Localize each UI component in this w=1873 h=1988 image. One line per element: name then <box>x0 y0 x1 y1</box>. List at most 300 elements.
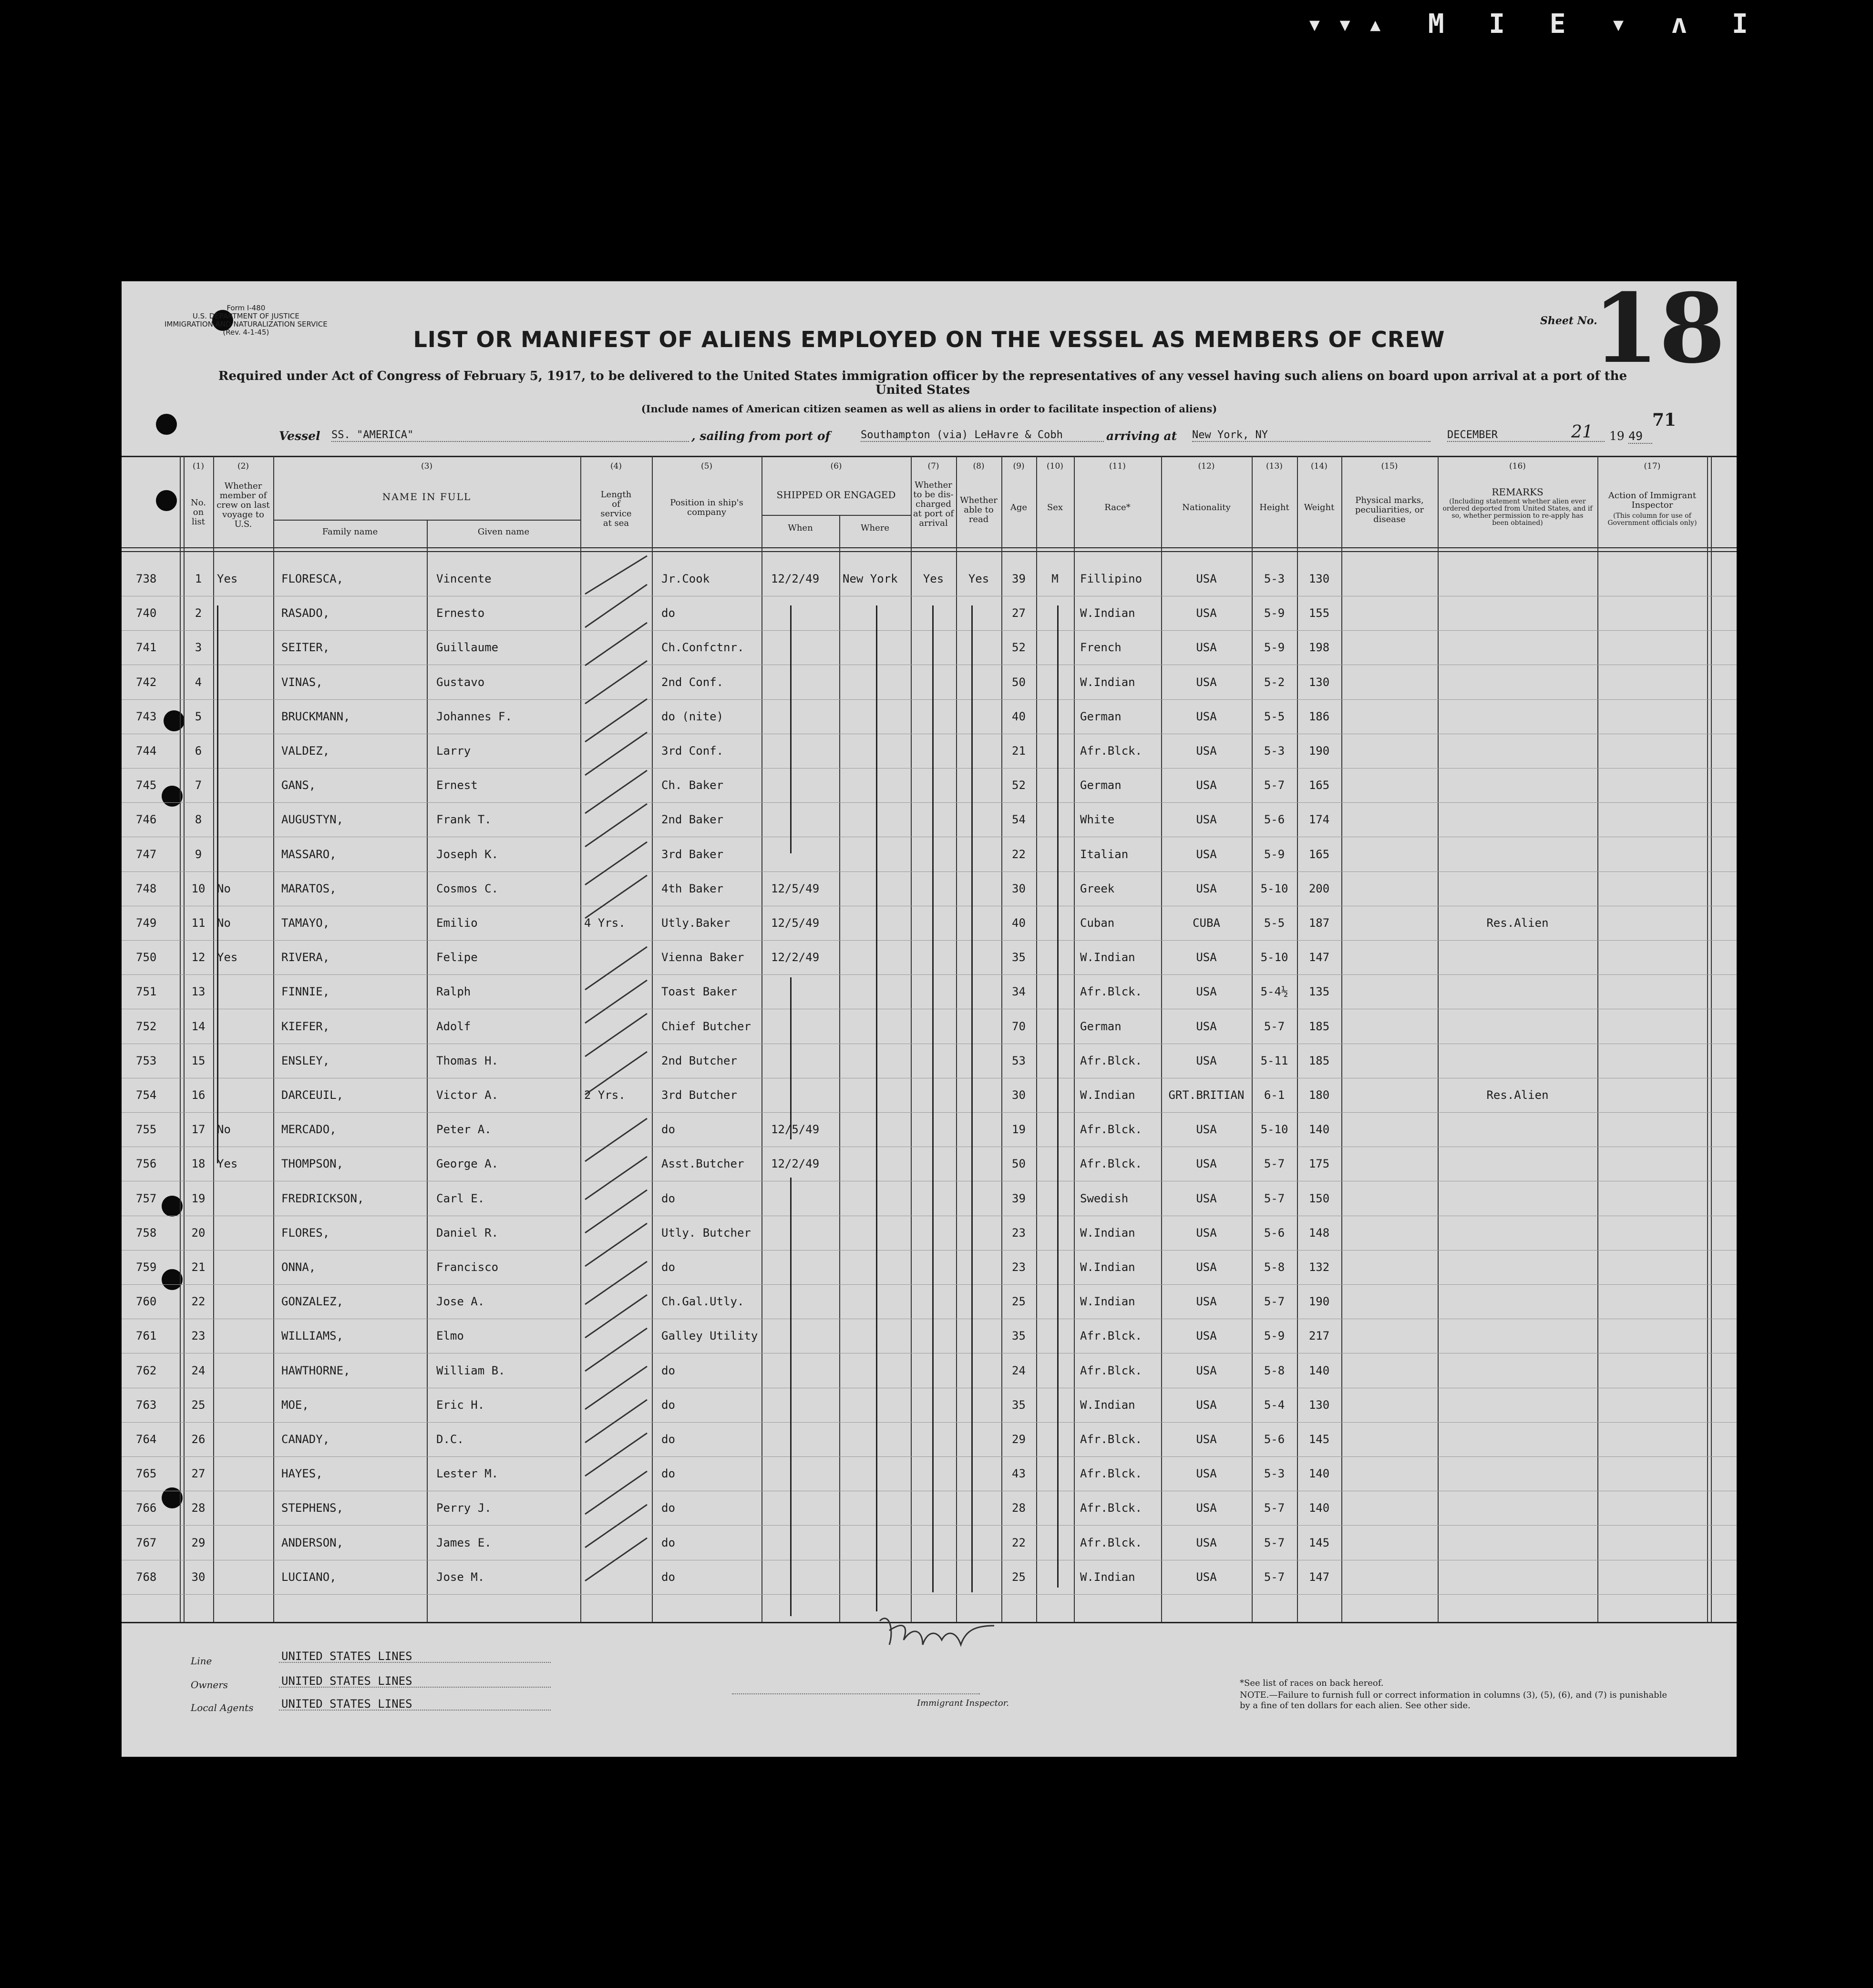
cell-position: do <box>661 1192 675 1205</box>
table-row <box>122 1398 1737 1433</box>
cell-remarks: Res.Alien <box>1486 916 1549 930</box>
cell-last-voyage: Yes <box>217 572 238 585</box>
cell-weight: 200 <box>1308 882 1330 895</box>
col-num-8: (8) <box>973 461 985 471</box>
cell-race: Afr.Blck. <box>1080 1157 1142 1170</box>
cell-height: 5-7 <box>1264 1020 1285 1033</box>
cell-weight: 165 <box>1308 779 1330 792</box>
cell-nationality: USA <box>1196 1433 1217 1446</box>
cell-height: 5-5 <box>1264 710 1285 723</box>
cell-no: 12 <box>191 951 206 964</box>
cell-position: do <box>661 1570 675 1584</box>
cell-height: 5-7 <box>1264 1501 1285 1515</box>
cell-weight: 147 <box>1308 1570 1330 1584</box>
margin-line-number: 759 <box>136 1260 157 1274</box>
cell-given-name: Peter A. <box>436 1123 492 1136</box>
cell-family-name: FREDRICKSON, <box>281 1192 364 1205</box>
cell-given-name: Gustavo <box>436 676 485 689</box>
cell-age: 54 <box>1012 813 1026 826</box>
table-row <box>122 606 1737 641</box>
cell-position: do <box>661 1123 675 1136</box>
margin-line-number: 768 <box>136 1570 157 1584</box>
cell-weight: 155 <box>1308 606 1330 620</box>
cell-height: 5-9 <box>1264 641 1285 654</box>
cell-race: Swedish <box>1080 1192 1129 1205</box>
cell-position: do <box>661 1536 675 1549</box>
cell-family-name: MOE, <box>281 1398 309 1412</box>
cell-when: 12/2/49 <box>771 951 820 964</box>
cell-no: 3 <box>195 641 202 654</box>
cell-position: Ch.Gal.Utly. <box>661 1295 744 1308</box>
cell-race: Afr.Blck. <box>1080 744 1142 758</box>
cell-when: 12/5/49 <box>771 882 820 895</box>
cell-when: 12/2/49 <box>771 572 820 585</box>
cell-service: 2 Yrs. <box>584 1088 626 1102</box>
cell-age: 30 <box>1012 882 1026 895</box>
ditto-line <box>790 605 792 853</box>
cell-no: 17 <box>191 1123 206 1136</box>
cell-given-name: Daniel R. <box>436 1226 499 1240</box>
table-row <box>122 916 1737 951</box>
cell-height: 5-2 <box>1264 676 1285 689</box>
cell-given-name: Joseph K. <box>436 848 499 861</box>
service-check-strokes <box>580 551 652 1622</box>
cell-family-name: VINAS, <box>281 676 323 689</box>
cell-height: 5-10 <box>1260 882 1288 895</box>
cell-when: 12/5/49 <box>771 1123 820 1136</box>
year-suffix: 49 <box>1628 429 1652 444</box>
cell-age: 22 <box>1012 848 1026 861</box>
inspector-signature <box>875 1602 999 1659</box>
cell-race: Afr.Blck. <box>1080 1467 1142 1480</box>
include-note: (Include names of American citizen seamen as well as aliens in order to facilitate inspection of aliens) <box>641 403 1217 415</box>
header-name-in-full: NAME IN FULL <box>382 491 472 502</box>
cell-height: 5-7 <box>1264 1570 1285 1584</box>
cell-age: 40 <box>1012 710 1026 723</box>
cell-last-voyage: No <box>217 882 231 895</box>
col-num-9: (9) <box>1013 461 1025 471</box>
cell-nationality: USA <box>1196 572 1217 585</box>
cell-no: 11 <box>191 916 206 930</box>
cell-service: 4 Yrs. <box>584 916 626 930</box>
cell-race: German <box>1080 710 1122 723</box>
cell-weight: 135 <box>1308 985 1330 998</box>
cell-nationality: USA <box>1196 951 1217 964</box>
cell-weight: 145 <box>1308 1536 1330 1549</box>
manifest-sheet <box>122 281 1737 1757</box>
cell-given-name: Frank T. <box>436 813 492 826</box>
cell-remarks: Res.Alien <box>1486 1088 1549 1102</box>
cell-weight: 165 <box>1308 848 1330 861</box>
cell-height: 5-3 <box>1264 1467 1285 1480</box>
table-row <box>122 1054 1737 1088</box>
ditto-line <box>790 977 792 1139</box>
margin-line-number: 745 <box>136 779 157 792</box>
cell-given-name: D.C. <box>436 1433 464 1446</box>
cell-weight: 198 <box>1308 641 1330 654</box>
cell-race: W.Indian <box>1080 1260 1135 1274</box>
col-num-11: (11) <box>1109 461 1126 471</box>
table-row <box>122 779 1737 813</box>
cell-position: Galley Utility <box>661 1329 758 1342</box>
margin-line-number: 746 <box>136 813 157 826</box>
table-row <box>122 813 1737 847</box>
header-length-of-service: Length of service at sea <box>600 490 632 528</box>
cell-no: 29 <box>191 1536 206 1549</box>
cell-age: 29 <box>1012 1433 1026 1446</box>
cell-age: 24 <box>1012 1364 1026 1377</box>
page-title: LIST OR MANIFEST OF ALIENS EMPLOYED ON THE VESSEL AS MEMBERS OF CREW <box>413 327 1445 352</box>
cell-age: 35 <box>1012 951 1026 964</box>
cell-no: 14 <box>191 1020 206 1033</box>
cell-position: do (nite) <box>661 710 724 723</box>
header-nationality: Nationality <box>1182 502 1231 512</box>
cell-nationality: USA <box>1196 1192 1217 1205</box>
cell-family-name: ONNA, <box>281 1260 316 1274</box>
cell-no: 15 <box>191 1054 206 1067</box>
col-num-13: (13) <box>1266 461 1283 471</box>
table-row <box>122 985 1737 1019</box>
cell-position: 3rd Conf. <box>661 744 724 758</box>
cell-weight: 147 <box>1308 951 1330 964</box>
cell-age: 53 <box>1012 1054 1026 1067</box>
page-stamp: 71 <box>1652 410 1677 430</box>
cell-position: Vienna Baker <box>661 951 744 964</box>
cell-weight: 150 <box>1308 1192 1330 1205</box>
cell-age: 40 <box>1012 916 1026 930</box>
header-age: Age <box>1010 502 1028 512</box>
cell-when: 12/2/49 <box>771 1157 820 1170</box>
cell-race: Afr.Blck. <box>1080 1054 1142 1067</box>
cell-given-name: Larry <box>436 744 471 758</box>
footer-line-value: UNITED STATES LINES <box>281 1650 412 1663</box>
cell-given-name: Felipe <box>436 951 478 964</box>
cell-nationality: USA <box>1196 779 1217 792</box>
cell-last-voyage: Yes <box>217 951 238 964</box>
cell-age: 28 <box>1012 1501 1026 1515</box>
cell-position: 2nd Baker <box>661 813 724 826</box>
cell-weight: 132 <box>1308 1260 1330 1274</box>
cell-nationality: USA <box>1196 1295 1217 1308</box>
cell-weight: 186 <box>1308 710 1330 723</box>
margin-line-number: 748 <box>136 882 157 895</box>
cell-no: 5 <box>195 710 202 723</box>
cell-family-name: HAWTHORNE, <box>281 1364 350 1377</box>
cell-position: Asst.Butcher <box>661 1157 744 1170</box>
table-row <box>122 1123 1737 1157</box>
cell-race: Cuban <box>1080 916 1115 930</box>
cell-last-voyage: Yes <box>217 1157 238 1170</box>
cell-family-name: ANDERSON, <box>281 1536 344 1549</box>
cell-given-name: Eric H. <box>436 1398 485 1412</box>
cell-position: Ch. Baker <box>661 779 724 792</box>
cell-nationality: USA <box>1196 1364 1217 1377</box>
ditto-line <box>217 605 218 1163</box>
col-num-1: (1) <box>192 461 205 471</box>
cell-family-name: BRUCKMANN, <box>281 710 350 723</box>
cell-age: 23 <box>1012 1260 1026 1274</box>
inspector-label: Immigrant Inspector. <box>917 1698 1009 1708</box>
cell-family-name: THOMPSON, <box>281 1157 344 1170</box>
sheet-number: 18 <box>1593 281 1726 385</box>
cell-height: 5-6 <box>1264 813 1285 826</box>
col-num-2: (2) <box>237 461 249 471</box>
cell-race: W.Indian <box>1080 951 1135 964</box>
cell-no: 24 <box>191 1364 206 1377</box>
margin-line-number: 757 <box>136 1192 157 1205</box>
cell-race: W.Indian <box>1080 1398 1135 1412</box>
header-inspector-note: (This column for use of Government officials only) <box>1607 512 1697 527</box>
header-when: When <box>788 523 813 533</box>
footer-owners-label: Owners <box>191 1679 228 1691</box>
cell-no: 4 <box>195 676 202 689</box>
shipped-subheader-rule <box>762 515 911 516</box>
cell-given-name: Johannes F. <box>436 710 512 723</box>
cell-family-name: HAYES, <box>281 1467 323 1480</box>
header-weight: Weight <box>1304 502 1335 512</box>
cell-position: Ch.Confctnr. <box>661 641 744 654</box>
cell-position: 3rd Baker <box>661 848 724 861</box>
cell-given-name: Vincente <box>436 572 492 585</box>
cell-nationality: USA <box>1196 1123 1217 1136</box>
check-stroke-group <box>585 556 647 1581</box>
cell-race: W.Indian <box>1080 676 1135 689</box>
cell-weight: 130 <box>1308 676 1330 689</box>
margin-line-number: 763 <box>136 1398 157 1412</box>
cell-no: 27 <box>191 1467 206 1480</box>
cell-given-name: George A. <box>436 1157 499 1170</box>
margin-line-number: 758 <box>136 1226 157 1240</box>
cell-height: 5-7 <box>1264 779 1285 792</box>
cell-height: 5-8 <box>1264 1260 1285 1274</box>
table-row <box>122 1157 1737 1191</box>
cell-no: 1 <box>195 572 202 585</box>
cell-read: Yes <box>968 572 989 585</box>
cell-height: 5-5 <box>1264 916 1285 930</box>
cell-nationality: USA <box>1196 1054 1217 1067</box>
cell-no: 22 <box>191 1295 206 1308</box>
footer-line-label: Line <box>191 1655 212 1667</box>
cell-height: 5-4½ <box>1260 985 1288 998</box>
arrival-port: New York, NY <box>1192 429 1430 442</box>
cell-position: do <box>661 606 675 620</box>
margin-line-number: 754 <box>136 1088 157 1102</box>
cell-weight: 185 <box>1308 1020 1330 1033</box>
cell-age: 25 <box>1012 1570 1026 1584</box>
cell-family-name: LUCIANO, <box>281 1570 337 1584</box>
cell-given-name: Cosmos C. <box>436 882 499 895</box>
cell-no: 10 <box>191 882 206 895</box>
margin-line-number: 761 <box>136 1329 157 1342</box>
cell-height: 5-7 <box>1264 1192 1285 1205</box>
cell-position: do <box>661 1501 675 1515</box>
cell-race: Afr.Blck. <box>1080 1123 1142 1136</box>
cell-nationality: USA <box>1196 676 1217 689</box>
cell-race: Greek <box>1080 882 1115 895</box>
cell-family-name: GONZALEZ, <box>281 1295 344 1308</box>
margin-line-number: 743 <box>136 710 157 723</box>
cell-family-name: SEITER, <box>281 641 330 654</box>
cell-position: Toast Baker <box>661 985 737 998</box>
margin-line-number: 751 <box>136 985 157 998</box>
header-able-to-read: Whether able to read <box>960 495 998 524</box>
cell-position: Jr.Cook <box>661 572 710 585</box>
table-row <box>122 882 1737 916</box>
table-row <box>122 1226 1737 1260</box>
cell-nationality: USA <box>1196 606 1217 620</box>
arriving-label: arriving at <box>1106 429 1177 443</box>
cell-family-name: ENSLEY, <box>281 1054 330 1067</box>
footer-owners-dots <box>279 1687 551 1688</box>
cell-nationality: USA <box>1196 882 1217 895</box>
cell-race: Afr.Blck. <box>1080 1433 1142 1446</box>
cell-weight: 190 <box>1308 1295 1330 1308</box>
cell-family-name: STEPHENS, <box>281 1501 344 1515</box>
cell-age: 22 <box>1012 1536 1026 1549</box>
cell-race: German <box>1080 1020 1122 1033</box>
col-num-15: (15) <box>1381 461 1398 471</box>
margin-line-number: 741 <box>136 641 157 654</box>
margin-line-number: 762 <box>136 1364 157 1377</box>
cell-given-name: James E. <box>436 1536 492 1549</box>
cell-height: 5-6 <box>1264 1433 1285 1446</box>
cell-age: 21 <box>1012 744 1026 758</box>
header-discharged: Whether to be dis-charged at port of arrival <box>913 480 954 528</box>
table-top-rule <box>122 456 1737 457</box>
cell-age: 27 <box>1012 606 1026 620</box>
year-prefix: 19 <box>1609 429 1625 443</box>
cell-height: 5-6 <box>1264 1226 1285 1240</box>
footer-agents-dots <box>279 1710 551 1711</box>
cell-family-name: MASSARO, <box>281 848 337 861</box>
table-row <box>122 641 1737 675</box>
footer-owners-value: UNITED STATES LINES <box>281 1674 412 1688</box>
margin-line-number: 765 <box>136 1467 157 1480</box>
header-last-voyage: Whether member of crew on last voyage to U.S. <box>216 481 270 529</box>
cell-race: Afr.Blck. <box>1080 1536 1142 1549</box>
cell-given-name: Lester M. <box>436 1467 499 1480</box>
sheet-label: Sheet No. <box>1540 315 1597 327</box>
cell-given-name: Jose M. <box>436 1570 485 1584</box>
cell-family-name: FLORESCA, <box>281 572 344 585</box>
cell-weight: 140 <box>1308 1467 1330 1480</box>
cell-position: do <box>661 1398 675 1412</box>
cell-no: 26 <box>191 1433 206 1446</box>
cell-nationality: USA <box>1196 1329 1217 1342</box>
margin-line-number: 766 <box>136 1501 157 1515</box>
header-position: Position in ship's company <box>670 498 743 517</box>
table-row <box>122 1536 1737 1570</box>
races-note: *See list of races on back hereof. <box>1240 1678 1384 1688</box>
table-row <box>122 1192 1737 1226</box>
cell-height: 5-7 <box>1264 1295 1285 1308</box>
cell-position: 3rd Butcher <box>661 1088 737 1102</box>
cell-weight: 180 <box>1308 1088 1330 1102</box>
margin-line-number: 742 <box>136 676 157 689</box>
cell-no: 30 <box>191 1570 206 1584</box>
cell-sex: M <box>1051 572 1059 585</box>
header-physical-marks: Physical marks, peculiarities, or disease <box>1355 495 1424 524</box>
cell-age: 30 <box>1012 1088 1026 1102</box>
cell-no: 28 <box>191 1501 206 1515</box>
cell-no: 20 <box>191 1226 206 1240</box>
cell-given-name: Thomas H. <box>436 1054 499 1067</box>
cell-height: 5-7 <box>1264 1536 1285 1549</box>
cell-nationality: USA <box>1196 985 1217 998</box>
cell-age: 39 <box>1012 1192 1026 1205</box>
col-num-3: (3) <box>421 461 433 471</box>
cell-nationality: GRT.BRITIAN <box>1168 1088 1245 1102</box>
header-shipped-or-engaged: SHIPPED OR ENGAGED <box>776 489 896 501</box>
table-row <box>122 1295 1737 1329</box>
cell-given-name: Guillaume <box>436 641 499 654</box>
cell-family-name: VALDEZ, <box>281 744 330 758</box>
cell-family-name: MARATOS, <box>281 882 337 895</box>
table-row <box>122 1467 1737 1501</box>
cell-age: 23 <box>1012 1226 1026 1240</box>
punch-hole <box>156 414 177 435</box>
cell-position: Utly. Butcher <box>661 1226 751 1240</box>
cell-race: French <box>1080 641 1122 654</box>
cell-weight: 175 <box>1308 1157 1330 1170</box>
cell-height: 5-7 <box>1264 1157 1285 1170</box>
cell-age: 50 <box>1012 676 1026 689</box>
cell-nationality: USA <box>1196 1260 1217 1274</box>
cell-race: W.Indian <box>1080 1226 1135 1240</box>
cell-height: 5-3 <box>1264 744 1285 758</box>
cell-height: 5-3 <box>1264 572 1285 585</box>
cell-given-name: William B. <box>436 1364 505 1377</box>
table-row <box>122 1020 1737 1054</box>
cell-position: do <box>661 1260 675 1274</box>
col-num-14: (14) <box>1311 461 1328 471</box>
cell-race: Italian <box>1080 848 1129 861</box>
cell-position: Chief Butcher <box>661 1020 751 1033</box>
col-num-10: (10) <box>1047 461 1063 471</box>
cell-race: Afr.Blck. <box>1080 1501 1142 1515</box>
cell-nationality: USA <box>1196 710 1217 723</box>
form-revision: (Rev. 4-1-45) <box>223 328 269 337</box>
footer-agents-value: UNITED STATES LINES <box>281 1697 412 1711</box>
cell-weight: 140 <box>1308 1123 1330 1136</box>
cell-given-name: Elmo <box>436 1329 464 1342</box>
table-row <box>122 710 1737 744</box>
cell-nationality: USA <box>1196 1570 1217 1584</box>
cell-weight: 174 <box>1308 813 1330 826</box>
cell-nationality: USA <box>1196 813 1217 826</box>
name-subheader-rule <box>273 520 580 521</box>
sailing-label: , sailing from port of <box>691 429 831 443</box>
table-row <box>122 676 1737 710</box>
cell-given-name: Francisco <box>436 1260 499 1274</box>
cell-age: 25 <box>1012 1295 1026 1308</box>
cell-family-name: MERCADO, <box>281 1123 337 1136</box>
table-row <box>122 744 1737 779</box>
cell-given-name: Ralph <box>436 985 471 998</box>
margin-line-number: 767 <box>136 1536 157 1549</box>
cell-given-name: Jose A. <box>436 1295 485 1308</box>
cell-family-name: DARCEUIL, <box>281 1088 344 1102</box>
cell-race: German <box>1080 779 1122 792</box>
cell-given-name: Ernest <box>436 779 478 792</box>
cell-weight: 130 <box>1308 1398 1330 1412</box>
ditto-line <box>790 1178 792 1616</box>
cell-family-name: KIEFER, <box>281 1020 330 1033</box>
cell-race: Afr.Blck. <box>1080 1364 1142 1377</box>
departure-port: Southampton (via) LeHavre & Cobh <box>861 429 1104 442</box>
cell-given-name: Carl E. <box>436 1192 485 1205</box>
cell-no: 19 <box>191 1192 206 1205</box>
